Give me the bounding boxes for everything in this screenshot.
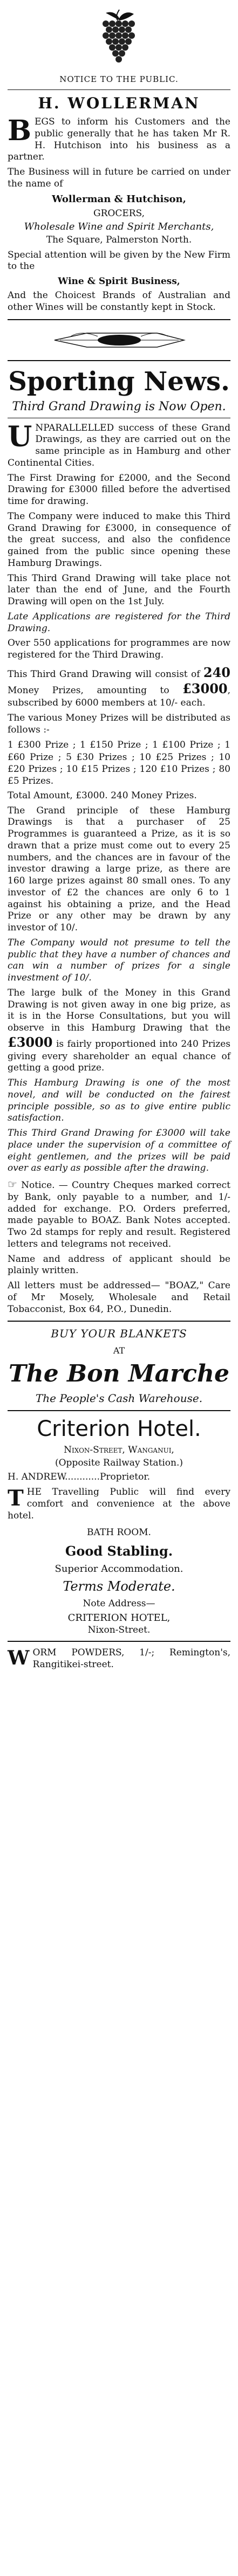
wollerman-para2: The Business will in future be carried on under the name of bbox=[8, 167, 230, 189]
wollerman-para3a: Special attention will be given by the New Firm to the bbox=[8, 249, 230, 272]
firm-name: Wollerman & Hutchison, bbox=[52, 193, 186, 205]
grapes-illustration bbox=[84, 8, 154, 67]
wollerman-name: H. WOLLERMAN bbox=[38, 94, 200, 112]
divider bbox=[8, 89, 230, 90]
divider bbox=[8, 1641, 230, 1642]
p7-text-e: , subscribed by 6000 members at 10/- each. bbox=[8, 685, 231, 709]
sporting-p7 bbox=[8, 665, 230, 709]
criterion-accommodation: Superior Accommodation. bbox=[55, 1563, 183, 1575]
p7-text-c: Money Prizes, amounting to bbox=[8, 685, 169, 696]
criterion-terms: Terms Moderate. bbox=[63, 1579, 175, 1594]
wollerman-para3c: And the Choicest Brands of Australian and other Wines will be constantly kept in Stock. bbox=[8, 290, 230, 313]
grocers-label: GROCERS, bbox=[93, 208, 145, 219]
sporting-subtitle: Third Grand Drawing is Now Open. bbox=[12, 399, 226, 413]
criterion-stabling: Good Stabling. bbox=[65, 1543, 173, 1559]
p11-text-b: is fairly proportioned into 240 Prizes giving every shareholder an equal chance of getting a good prize. bbox=[8, 1038, 230, 1074]
bonmarche-tagline: The People's Cash Warehouse. bbox=[35, 1392, 203, 1405]
dropcap: B bbox=[8, 114, 31, 147]
criterion-proprietor: H. ANDREW............Proprietor. bbox=[8, 1472, 151, 1483]
page-column bbox=[8, 0, 230, 1671]
bonmarche-name: The Bon Marche bbox=[8, 1360, 230, 1388]
dropcap: T bbox=[8, 1486, 24, 1511]
criterion-street: Nixon-Street, Wanganui, bbox=[64, 1445, 174, 1456]
sporting-p2: The First Drawing for £2000, and the Second Drawing for £3000 filled before the advertised time for drawing. bbox=[8, 472, 230, 507]
sporting-p14: Name and address of applicant should be plainly written. bbox=[8, 1253, 230, 1276]
bonmarche-buy: BUY YOUR BLANKETS bbox=[51, 1327, 187, 1341]
p11-sum: £3000 bbox=[8, 1034, 53, 1050]
sporting-p6: Over 550 applications for programmes are now registered for the Third Drawing. bbox=[8, 638, 230, 660]
sporting-p10: The Company would not presume to tell the public that they have a number of chances and can win a number of prizes for a single investment of 10/. bbox=[8, 937, 230, 984]
wollerman-para1: EGS to inform his Customers and the public generally that he has taken Mr R. H. Hutchison into his business as a partner. bbox=[8, 116, 230, 163]
sporting-p5: Late Applications are registered for the Third Drawing. bbox=[8, 611, 230, 634]
criterion-addr2: Nixon-Street. bbox=[87, 1625, 151, 1636]
criterion-note: Note Address— bbox=[83, 1598, 155, 1610]
prize-total-line: Total Amount, £3000. 240 Money Prizes. bbox=[8, 790, 197, 801]
criterion-opposite: (Opposite Railway Station.) bbox=[55, 1458, 183, 1469]
pointing-hand-icon: ☞ bbox=[8, 1178, 17, 1191]
criterion-bath: BATH ROOM. bbox=[87, 1527, 151, 1538]
bonmarche-at: AT bbox=[113, 1345, 125, 1356]
sporting-p4: This Third Grand Drawing will take place not later than the end of June, and the Fourth Drawing will open on the 1st July. bbox=[8, 572, 230, 607]
divider bbox=[8, 319, 230, 320]
ornament-banner bbox=[49, 327, 189, 354]
merchants-label: Wholesale Wine and Spirit Merchants, bbox=[24, 220, 214, 232]
sporting-p3: The Company were induced to make this Third Grand Drawing for £3000, in consequence of the great success, and also the confidence gained from the public since opening these Hamburg Drawings. bbox=[8, 510, 230, 569]
prize-count: 240 bbox=[203, 664, 230, 680]
criterion-para-text: HE Travelling Public will find every comfort and convenience at the above hotel. bbox=[8, 1487, 230, 1521]
criterion-title: Criterion Hotel. bbox=[37, 1417, 201, 1442]
prize-list: 1 £300 Prize ; 1 £150 Prize ; 1 £100 Prize ; 1 £60 Prize ; 5 £30 Prizes ; 10 £25 Prizes ; 10 £20 Prizes ; 10 £15 Prizes ; 120 £10 Prizes ; 80 £5 Prizes. bbox=[8, 740, 230, 786]
dropcap: W bbox=[8, 1647, 30, 1670]
prize-total: £3000 bbox=[182, 681, 228, 697]
p11-text: The large bulk of the Money in this Grand Drawing is not given away in one big prize, as it is in the Horse Consultations, but you will observe in this Hamburg Drawing that the bbox=[8, 987, 230, 1034]
criterion-addr1: CRITERION HOTEL, bbox=[67, 1612, 171, 1624]
worm-powders-ad bbox=[8, 1647, 230, 1671]
criterion-para bbox=[8, 1487, 230, 1522]
divider bbox=[8, 1410, 230, 1411]
divider bbox=[8, 1321, 230, 1322]
worm-text: ORM POWDERS, 1/-; Remington's, Rangitikei-street. bbox=[32, 1647, 230, 1670]
notice-text: Notice. — Country Cheques marked correct by Bank, only payable to a number, and 1/- added for exchange. P.O. Orders preferred, made payable to BOAZ. Bank Notes accepted. Two 2d stamps for reply and result. Registered letters and telegrams not received. bbox=[8, 1180, 231, 1249]
sporting-p15: All letters must be addressed— "BOAZ," Care of Mr Mosely, Wholesale and Retail Tobacconist, Box 64, P.O., Dunedin. bbox=[8, 1280, 230, 1315]
wollerman-intro bbox=[8, 116, 230, 163]
wollerman-address: The Square, Palmerston North. bbox=[46, 234, 192, 245]
sporting-p12: This Hamburg Drawing is one of the most novel, and will be conducted on the fairest principle possible, so as to give entire public satisfaction. bbox=[8, 1078, 230, 1124]
notice-heading: NOTICE TO THE PUBLIC. bbox=[59, 74, 179, 84]
sporting-p1-text: NPARALLELLED success of these Grand Drawings, as they are carried out on the same principle as in Hamburg and other Continental Cities. bbox=[8, 422, 230, 468]
sporting-title: Sporting News. bbox=[8, 366, 230, 397]
p7-text-a: This Third Grand Drawing will consist of bbox=[8, 668, 200, 680]
sporting-p9: The Grand principle of these Hamburg Drawings is that a purchaser of 25 Programmes is guaranteed a Prize, as it is so drawn that a prize must come out to every 25 numbers, and the chances are in favour of the investor drawing a large prize, as there are 160 large prizes against 80 small ones. To any investor of £2 the chances are only 6 to 1 against his obtaining a prize, and the Head Prize or any other may be drawn by any investor of 10/. bbox=[8, 805, 230, 934]
sporting-p13: This Third Grand Drawing for £3000 will take place under the supervision of a committee of eight gentlemen, and the prizes will be paid over as early as possible after the drawing. bbox=[8, 1128, 230, 1174]
dropcap: U bbox=[8, 420, 32, 453]
wine-spirit-heading: Wine & Spirit Business, bbox=[58, 276, 180, 287]
sporting-p11 bbox=[8, 987, 230, 1074]
sporting-notice bbox=[8, 1178, 230, 1251]
sporting-p8: The various Money Prizes will be distributed as follows :- bbox=[8, 712, 230, 735]
sporting-p1 bbox=[8, 420, 230, 469]
divider bbox=[8, 360, 230, 361]
